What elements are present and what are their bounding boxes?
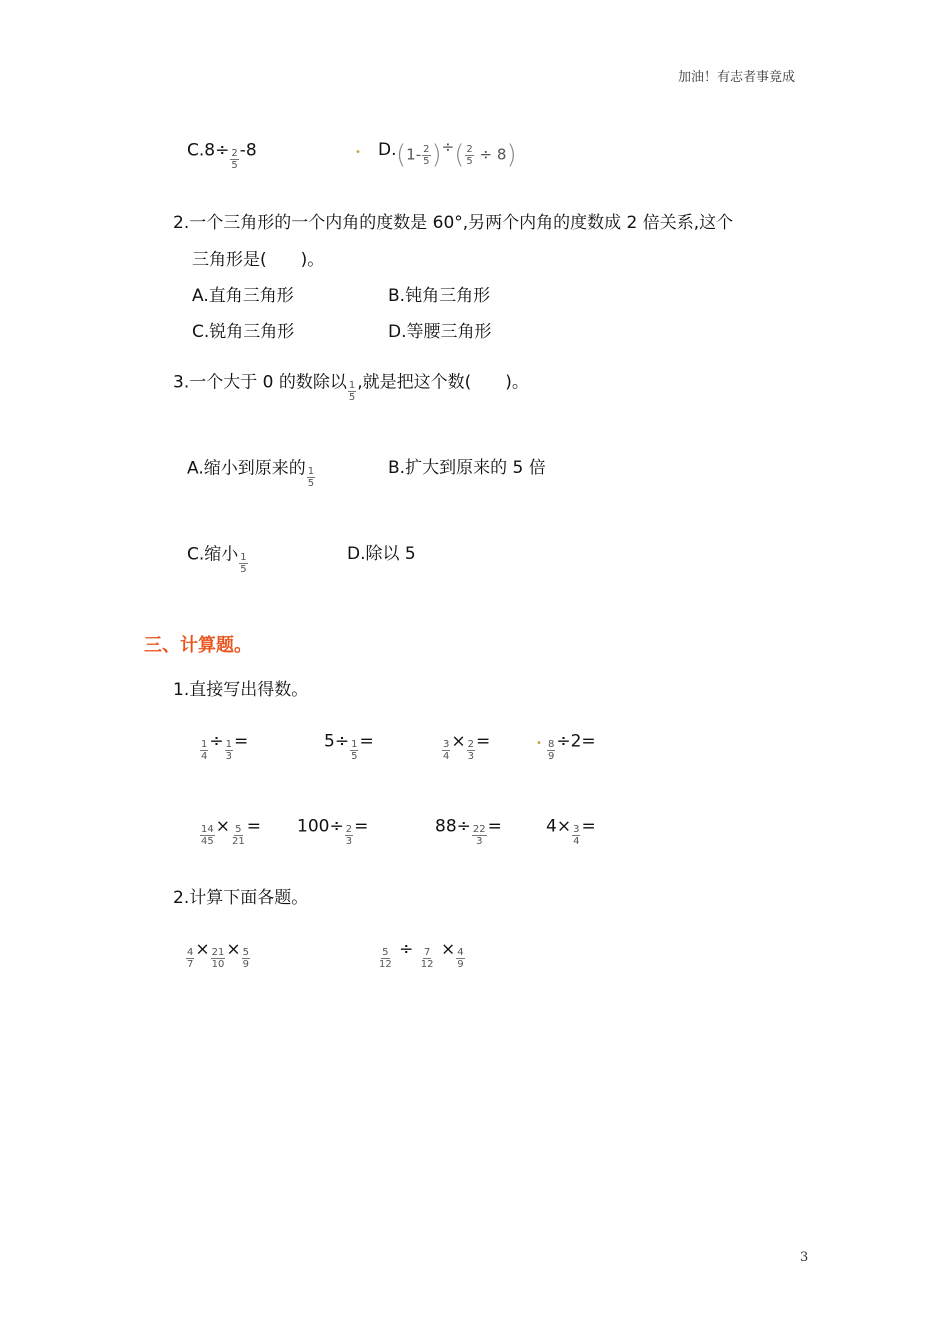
page-number: 3: [800, 1250, 809, 1265]
q2-option-a: A.直角三角形: [192, 286, 294, 306]
q2-option-d: D.等腰三角形: [388, 322, 492, 342]
header-slogan: 加油！有志者事竟成: [678, 70, 796, 85]
q2-option-c: C.锐角三角形: [192, 322, 295, 342]
q3-option-d: D.除以 5: [347, 544, 416, 564]
calc1-title: 1.直接写出得数。: [173, 680, 309, 700]
q3-option-c: C.缩小 $\frac{1}{5}$: [187, 544, 247, 575]
q1-option-d-expression: (1- $\frac{2}{5}$ )÷( $\frac{2}{5}$ ÷ 8): [396, 137, 517, 170]
calc1-item: $\frac{3}{4}$ × $\frac{2}{3}$ =: [443, 731, 491, 762]
q1-option-c: C.8÷ $\frac{2}{5}$ -8: [187, 140, 257, 171]
q2-line1: 2.一个三角形的一个内角的度数是 60°,另两个内角的度数成 2 倍关系,这个: [173, 213, 734, 233]
section-title: 三、计算题。: [144, 635, 252, 656]
calc1-item: 4× $\frac{3}{4}$ =: [546, 816, 596, 847]
calc1-item: $\frac{8}{9}$ ÷2=: [548, 731, 596, 762]
calc2-expression-2: $\frac{5}{12}$ ÷ $\frac{7}{12}$ × $\frac{4}{9}$: [379, 939, 464, 970]
fraction: $\frac{2}{5}$: [231, 148, 238, 171]
calc1-item: 5÷ $\frac{1}{5}$ =: [324, 731, 374, 762]
q2-line2: 三角形是( )。: [192, 250, 325, 270]
q3-option-b: B.扩大到原来的 5 倍: [388, 458, 546, 478]
decor-dot: •: [536, 738, 542, 749]
q1-option-d: D.: [378, 140, 397, 160]
calc1-item: 88÷ $\frac{22}{3}$ =: [435, 816, 502, 847]
calc2-expression-1: $\frac{4}{7}$ × $\frac{21}{10}$ × $\frac{5}{9}$: [187, 939, 249, 970]
calc2-title: 2.计算下面各题。: [173, 888, 309, 908]
calc1-item: $\frac{14}{45}$ × $\frac{5}{21}$ =: [201, 816, 261, 847]
calc1-item: 100÷ $\frac{2}{3}$ =: [297, 816, 369, 847]
q3-stem: 3.一个大于 0 的数除以 $\frac{1}{5}$ ,就是把这个数( )。: [173, 372, 529, 403]
q3-option-a: A.缩小到原来的 $\frac{1}{5}$: [187, 458, 315, 489]
decor-dot: •: [355, 147, 361, 158]
calc1-item: $\frac{1}{4}$ ÷ $\frac{1}{3}$ =: [201, 731, 249, 762]
q2-option-b: B.钝角三角形: [388, 286, 491, 306]
